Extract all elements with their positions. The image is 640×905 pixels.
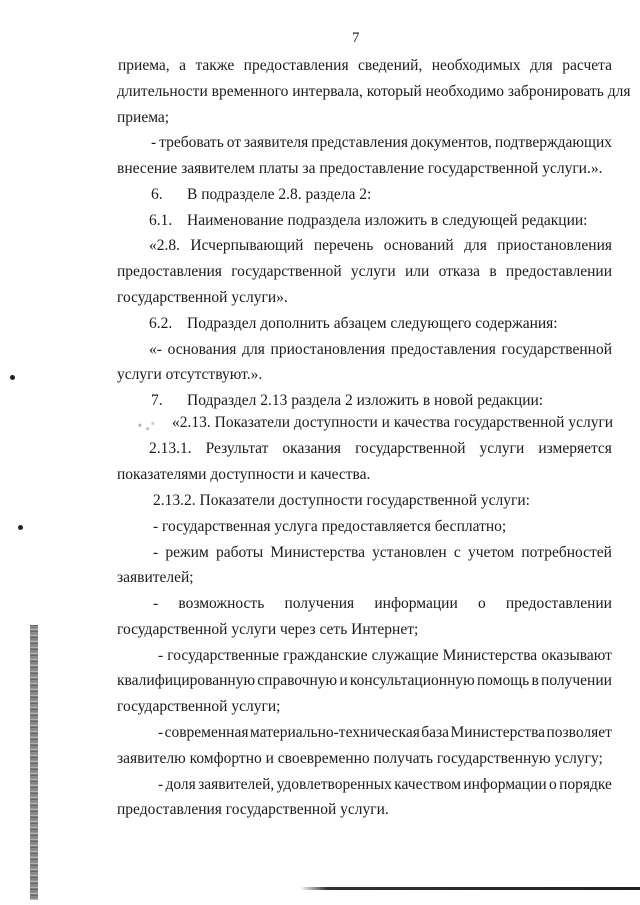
- q62-line1: [149, 340, 612, 360]
- bullet6-line2: предоставления государственной услуги.: [117, 801, 389, 818]
- word: режим: [165, 544, 209, 561]
- word: документов,: [410, 134, 492, 151]
- word: потребностей: [521, 544, 612, 561]
- word: оказывают: [541, 647, 612, 664]
- item62-number: 6.2.: [149, 315, 173, 332]
- word: работы: [215, 544, 264, 561]
- word: измеряется: [538, 440, 612, 457]
- word: справочную: [257, 672, 338, 689]
- word: для: [530, 57, 553, 74]
- word: квалифицированную: [117, 672, 256, 689]
- item6-number: 6.: [151, 186, 163, 203]
- word: качеством: [394, 776, 461, 793]
- word: расчета: [562, 57, 612, 74]
- word: -: [158, 776, 164, 793]
- bullet4-line2: [117, 671, 612, 691]
- word: государственной: [231, 263, 342, 280]
- word: «-: [149, 341, 162, 358]
- word: от: [226, 134, 242, 151]
- word: отказа: [438, 263, 481, 280]
- word: государственной: [355, 440, 466, 457]
- word: Министерства: [450, 724, 546, 741]
- bullet3-line1: [153, 594, 612, 614]
- bullet4-line3: государственной услуги;: [117, 698, 281, 715]
- word: также: [195, 57, 235, 74]
- word: -: [151, 134, 157, 151]
- p2-line2: внесение заявителем платы за предоставление государственной услуги.».: [117, 160, 603, 177]
- word: заявителя: [243, 134, 309, 151]
- q28-line1: [149, 236, 612, 256]
- word: Министерства: [442, 647, 538, 664]
- word: государственной: [501, 341, 612, 358]
- bottom-scan-line: [300, 887, 640, 890]
- p2132: 2.13.2. Показатели доступности государственной услуги:: [153, 492, 530, 509]
- word: предоставления: [243, 57, 349, 74]
- bullet1: - государственная услуга предоставляется бесплатно;: [153, 518, 507, 535]
- word: перечень: [313, 237, 374, 254]
- word: -: [153, 544, 159, 561]
- word: а: [179, 57, 187, 74]
- word: заявителей,: [198, 776, 275, 793]
- word: получения: [284, 595, 355, 612]
- q62-line2: услуги отсутствуют.».: [117, 366, 263, 383]
- word: помощь: [476, 672, 530, 689]
- word: информации: [374, 595, 458, 612]
- p1-line1: [118, 56, 612, 76]
- item61-text: Наименование подраздела изложить в следующей редакции:: [187, 212, 588, 229]
- word: в: [489, 263, 497, 280]
- word: или: [404, 263, 430, 280]
- page-number: 7: [352, 30, 360, 46]
- word: получении: [541, 672, 612, 689]
- bullet2-line1: [153, 543, 612, 563]
- word: предоставления: [390, 341, 496, 358]
- word: оснований: [383, 237, 454, 254]
- word: о: [477, 595, 486, 612]
- word: материально-техническая: [249, 724, 420, 741]
- item61-number: 6.1.: [149, 212, 173, 229]
- word: приема,: [118, 57, 170, 74]
- word: 2.13.1.: [149, 440, 192, 457]
- item62-text: Подраздел дополнить абзацем следующего содержания:: [187, 315, 558, 332]
- word: консультационную: [349, 672, 475, 689]
- word: порядке: [559, 776, 612, 793]
- item7-number: 7.: [151, 392, 163, 409]
- bullet5-line2: заявителю комфортно и своевременно получать государственную услугу;: [117, 750, 603, 767]
- word: установлен: [372, 544, 447, 561]
- word: приостановления: [497, 237, 612, 254]
- word: Министерства: [270, 544, 365, 561]
- bullet6-line1: [158, 775, 612, 795]
- word: предоставлении: [505, 595, 612, 612]
- word: информации: [463, 776, 547, 793]
- bullet2-line2: заявителей;: [117, 569, 194, 586]
- word: учетом: [467, 544, 515, 561]
- scan-dot-2: [18, 525, 23, 530]
- word: оказания: [282, 440, 342, 457]
- word: и: [339, 672, 348, 689]
- word: необходимых: [431, 57, 521, 74]
- q28-line2: [117, 262, 612, 282]
- q213-title: «2.13. Показатели доступности и качества государственной услуги: [172, 414, 614, 431]
- bullet5-line1: [158, 723, 612, 743]
- word: с: [453, 544, 461, 561]
- scan-edge-shadow: [30, 625, 38, 900]
- word: для: [242, 341, 265, 358]
- word: возможность: [178, 595, 265, 612]
- bullet4-line1: [158, 646, 612, 666]
- scan-speckle: [132, 418, 158, 436]
- word: предоставления: [117, 263, 222, 280]
- word: -: [153, 595, 159, 612]
- word: предоставлении: [505, 263, 612, 280]
- word: сведений,: [358, 57, 423, 74]
- word: приостановления: [270, 341, 386, 358]
- word: гражданские: [283, 647, 368, 664]
- word: услуги: [350, 263, 396, 280]
- q28-line3: государственной услуги».: [117, 289, 288, 306]
- item6-text: В подразделе 2.8. раздела 2:: [187, 186, 372, 203]
- word: -: [158, 724, 164, 741]
- word: услуги: [479, 440, 525, 457]
- p2131-line1: [149, 439, 612, 459]
- p1-line3: приема;: [117, 109, 170, 126]
- scan-dot-1: [10, 375, 15, 380]
- p2-line1: [151, 133, 612, 153]
- word: основания: [167, 341, 237, 358]
- word: доля: [165, 776, 196, 793]
- word: служащие: [371, 647, 439, 664]
- word: база: [421, 724, 450, 741]
- word: государственные: [167, 647, 280, 664]
- word: в: [531, 672, 539, 689]
- word: для: [464, 237, 487, 254]
- word: -: [158, 647, 164, 664]
- word: представления: [311, 134, 408, 151]
- word: Исчерпывающий: [190, 237, 304, 254]
- word: подтверждающих: [494, 134, 612, 151]
- word: требовать: [159, 134, 224, 151]
- p2131-line2: показателями доступности и качества.: [117, 466, 371, 483]
- item7-text: Подраздел 2.13 раздела 2 изложить в новой редакции:: [187, 392, 544, 409]
- bullet3-line2: государственной услуги через сеть Интернет;: [117, 621, 419, 638]
- word: удовлетворенных: [276, 776, 392, 793]
- word: позволяет: [546, 724, 612, 741]
- word: Результат: [205, 440, 269, 457]
- word: о: [549, 776, 557, 793]
- word: «2.8.: [149, 237, 180, 254]
- word: современная: [164, 724, 249, 741]
- p1-line2: длительности временного интервала, который необходимо забронировать для: [117, 83, 631, 100]
